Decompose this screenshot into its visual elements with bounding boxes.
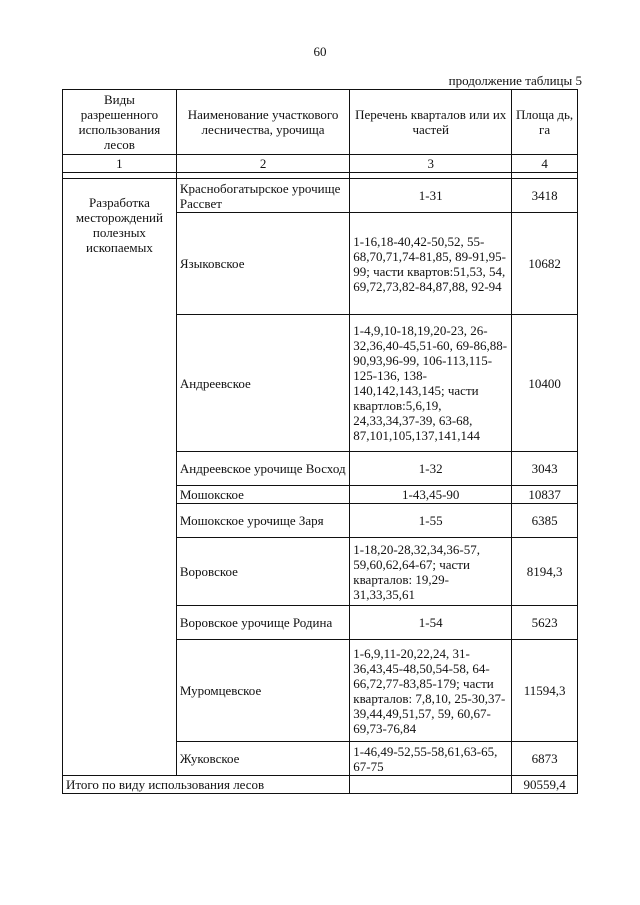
forestry-name: Андреевское (176, 315, 349, 452)
usage-type-cell: Разработка месторождений полезных ископаемых (63, 179, 177, 776)
forestry-name: Воровское (176, 538, 349, 606)
forestry-name: Мошокское урочище Заря (176, 504, 349, 538)
quarters-list: 1-32 (350, 452, 512, 486)
forestry-name: Муромцевское (176, 640, 349, 742)
column-number: 3 (350, 155, 512, 173)
total-area: 90559,4 (512, 776, 578, 794)
area-value: 11594,3 (512, 640, 578, 742)
total-quarters-empty (350, 776, 512, 794)
forestry-name: Языковское (176, 213, 349, 315)
header-forestry-name: Наименование участкового лесничества, урочища (176, 90, 349, 155)
quarters-list: 1-18,20-28,32,34,36-57, 59,60,62,64-67; части кварталов: 19,29-31,33,35,61 (350, 538, 512, 606)
table-row (63, 179, 578, 213)
header-area: Площа дь, га (512, 90, 578, 155)
quarters-list: 1-6,9,11-20,22,24, 31-36,43,45-48,50,54-58, 64-66,72,77-83,85-179; части кварталов: 7,8,10, 25-30,37-39,44,49,51,57, 59, 60,67-69,73-76,84 (350, 640, 512, 742)
header-quarters-list: Перечень кварталов или их частей (350, 90, 512, 155)
column-number: 4 (512, 155, 578, 173)
total-row (63, 776, 578, 794)
area-value: 6385 (512, 504, 578, 538)
total-label: Итого по виду использования лесов (63, 776, 350, 794)
area-value: 3043 (512, 452, 578, 486)
quarters-list: 1-46,49-52,55-58,61,63-65, 67-75 (350, 742, 512, 776)
quarters-list: 1-55 (350, 504, 512, 538)
forestry-name: Краснобогатырское урочище Рассвет (176, 179, 349, 213)
area-value: 10682 (512, 213, 578, 315)
area-value: 8194,3 (512, 538, 578, 606)
forestry-name: Воровское урочище Родина (176, 606, 349, 640)
column-number: 2 (176, 155, 349, 173)
quarters-list: 1-4,9,10-18,19,20-23, 26-32,36,40-45,51-60, 69-86,88-90,93,96-99, 106-113,115-125-136, 138-140,142,143,145; части квартлов:5,6,19, 24,33,34,37-39, 63-68, 87,101,105,137,141,144 (350, 315, 512, 452)
page-number: 60 (313, 44, 327, 59)
forestry-name: Жуковское (176, 742, 349, 776)
quarters-list: 1-16,18-40,42-50,52, 55-68,70,71,74-81,85, 89-91,95-99; части квартов:51,53, 54, 69,72,73,82-84,87,88, 92-94 (350, 213, 512, 315)
forestry-name: Андреевское урочище Восход (176, 452, 349, 486)
column-number: 1 (63, 155, 177, 173)
forestry-name: Мошокское (176, 486, 349, 504)
continuation-label: продолжение таблицы 5 (448, 73, 582, 88)
quarters-list: 1-43,45-90 (350, 486, 512, 504)
forest-usage-table (62, 89, 578, 794)
quarters-list: 1-54 (350, 606, 512, 640)
quarters-list: 1-31 (350, 179, 512, 213)
area-value: 10400 (512, 315, 578, 452)
table-header-row (63, 90, 578, 155)
area-value: 10837 (512, 486, 578, 504)
header-usage-type: Виды разрешенного использования лесов (63, 90, 177, 155)
area-value: 5623 (512, 606, 578, 640)
area-value: 3418 (512, 179, 578, 213)
column-number-row (63, 155, 578, 173)
area-value: 6873 (512, 742, 578, 776)
